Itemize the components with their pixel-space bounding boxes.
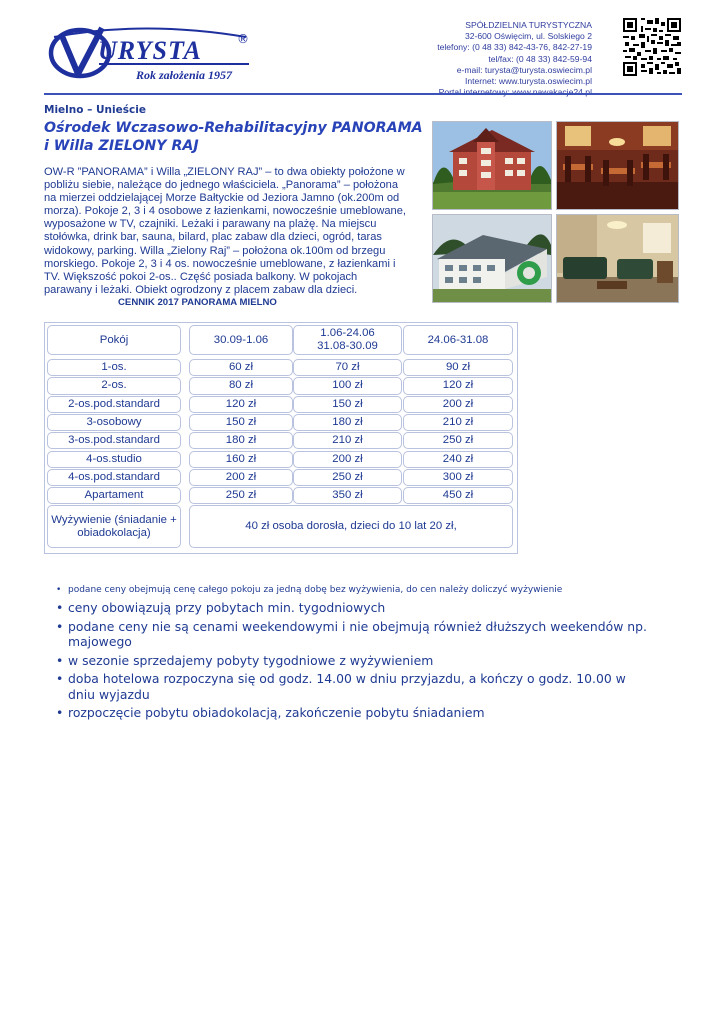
room-type-cell: 4-os.studio [47,451,181,468]
price-cell: 90 zł [403,359,513,376]
price-cell: 250 zł [189,487,293,504]
logo-tagline: Rok założenia 1957 [136,68,233,82]
header-divider [44,93,682,95]
contact-line: tel/fax: (0 48 33) 842-59-94 [488,53,592,64]
photo-building-exterior [432,121,552,210]
room-type-cell: 3-os.pod.standard [47,432,181,449]
price-cell: 120 zł [403,377,513,394]
offer-title: Ośrodek Wczasowo-Rehabilitacyjny PANORAMA i Willa ZIELONY RAJ [44,120,423,154]
price-cell: 150 zł [293,396,402,413]
price-cell: 180 zł [293,414,402,431]
contact-email-link[interactable]: e-mail: turysta@turysta.oswiecim.pl [456,64,592,75]
photo-restaurant-interior [556,121,679,210]
contact-website-link[interactable]: Internet: www.turysta.oswiecim.pl [464,76,592,87]
photo-villa-exterior [432,214,552,303]
room-type-cell: 1-os. [47,359,181,376]
price-cell: 100 zł [293,377,402,394]
table-header-cell: 30.09-1.06 [189,325,293,355]
price-cell: 150 zł [189,414,293,431]
pricing-caption: CENNIK 2017 PANORAMA MIELNO [118,297,277,308]
contact-line: SPÓŁDZIELNIA TURYSTYCZNA [465,20,592,30]
price-cell: 350 zł [293,487,402,504]
room-type-cell: Apartament [47,487,181,504]
offer-description: OW-R ”PANORAMA” i Willa „ZIELONY RAJ” – to dwa obiekty położone w pobliżu siebie, należące do jednego właściciela. „Panorama” – położona na mierzei oddzielającej Morze Bałtyckie od Jeziora Jamno (ok.200m od morza). Pokoje 2, 3 i 4 osobowe z łazienkami, nowocześnie umeblowane, wyposażone w TV, czajniki. Leżaki i parawany na plażę. Na miejscu stołówka, drink bar, sauna, bilard, plac zabaw dla dzieci, ogród, taras widokowy, parking. Willa „Zielony Raj” – położona ok.100m od brzegu morskiego. Pokoje 2, 3 i 4 os. nowocześnie umeblowane, z łazienkami i TV. Większość pokoi 2-os.. Część posiada balkony. W pokojach parawany i leżaki. Obiekt ogrodzony z placem zabaw dla dzieci. [44,166,406,296]
price-cell: 210 zł [403,414,513,431]
price-cell: 250 zł [293,469,402,486]
table-header-cell: Pokój [47,325,181,355]
room-type-cell: 2-os.pod.standard [47,396,181,413]
contact-line: 32-600 Oświęcim, ul. Solskiego 2 [464,31,592,42]
list-item: • w sezonie sprzedajemy pobyty tygodniowe z wyżywieniem [56,653,656,669]
turysta-logo [44,18,259,82]
price-cell: 180 zł [189,432,293,449]
svg-text:URYSTA: URYSTA [98,36,202,65]
room-type-cell: 4-os.pod.standard [47,469,181,486]
price-cell: 200 zł [293,451,402,468]
list-item: • ceny obowiązują przy pobytach min. tygodniowych [56,600,656,616]
price-cell: 240 zł [403,451,513,468]
price-cell: 80 zł [189,377,293,394]
list-item: • podane ceny obejmują cenę całego pokoju za jedną dobę bez wyżywienia, do cen należy doliczyć wyżywienie [56,582,656,598]
table-header-cell: 24.06-31.08 [403,325,513,355]
notes-list [56,582,656,724]
list-item: • rozpoczęcie pobytu obiadokolacją, zakończenie pobytu śniadaniem [56,705,656,721]
price-cell: 200 zł [403,396,513,413]
offer-location: Mielno – Unieście [44,104,146,116]
list-item: • podane ceny nie są cenami weekendowymi i nie obejmują również dłuższych weekendów np. majowego [56,619,656,650]
meals-label-cell: Wyżywienie (śniadanie + obiadokolacja) [47,505,181,548]
contact-info [437,20,592,98]
price-cell: 210 zł [293,432,402,449]
list-item: • doba hotelowa rozpoczyna się od godz. 14.00 w dniu przyjazdu, a kończy o godz. 10.00 w dniu wyjazdu [56,671,656,702]
room-type-cell: 3-osobowy [47,414,181,431]
qr-code-icon [623,18,681,76]
price-cell: 450 zł [403,487,513,504]
price-cell: 160 zł [189,451,293,468]
photo-room-interior [556,214,679,303]
price-cell: 60 zł [189,359,293,376]
price-cell: 300 zł [403,469,513,486]
contact-line: telefony: (0 48 33) 842-43-76, 842-27-19 [437,42,592,53]
price-cell: 200 zł [189,469,293,486]
meals-value-cell: 40 zł osoba dorosła, dzieci do 10 lat 20 zł, [189,505,513,548]
svg-text:®: ® [237,32,249,46]
price-cell: 120 zł [189,396,293,413]
price-cell: 70 zł [293,359,402,376]
table-header-cell: 1.06-24.06 31.08-30.09 [293,325,402,355]
room-type-cell: 2-os. [47,377,181,394]
price-cell: 250 zł [403,432,513,449]
